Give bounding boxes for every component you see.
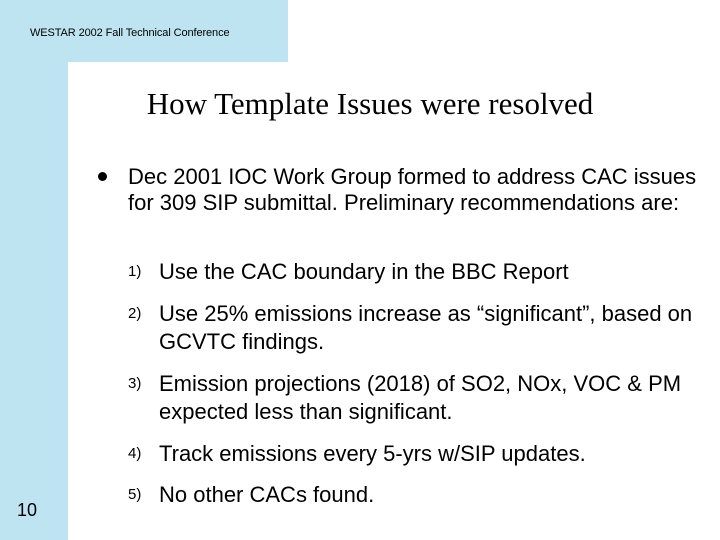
item-number: 3)	[128, 375, 142, 392]
item-number: 2)	[128, 305, 142, 322]
header-band	[0, 0, 288, 62]
slide-title: How Template Issues were resolved	[146, 86, 594, 121]
left-accent-bar	[0, 0, 68, 540]
item-number: 1)	[128, 263, 142, 280]
item-text: Use the CAC boundary in the BBC Report	[159, 259, 569, 284]
item-text: Use 25% emissions increase as “significant”, based on GCVTC findings.	[159, 301, 693, 354]
item-number: 4)	[128, 445, 142, 462]
item-text: No other CACs found.	[159, 482, 375, 507]
item-text: Track emissions every 5-yrs w/SIP updates.	[159, 441, 586, 466]
slide-number: 10	[17, 500, 38, 520]
conference-label: WESTAR 2002 Fall Technical Conference	[30, 27, 230, 39]
item-text: Emission projections (2018) of SO2, NOx, VOC & PM expected less than significant.	[159, 371, 682, 424]
main-bullet-text: Dec 2001 IOC Work Group formed to address CAC issues for 309 SIP submittal. Preliminary recommendations are:	[128, 164, 697, 215]
bullet-dot-icon	[98, 172, 107, 181]
item-number: 5)	[128, 486, 142, 503]
